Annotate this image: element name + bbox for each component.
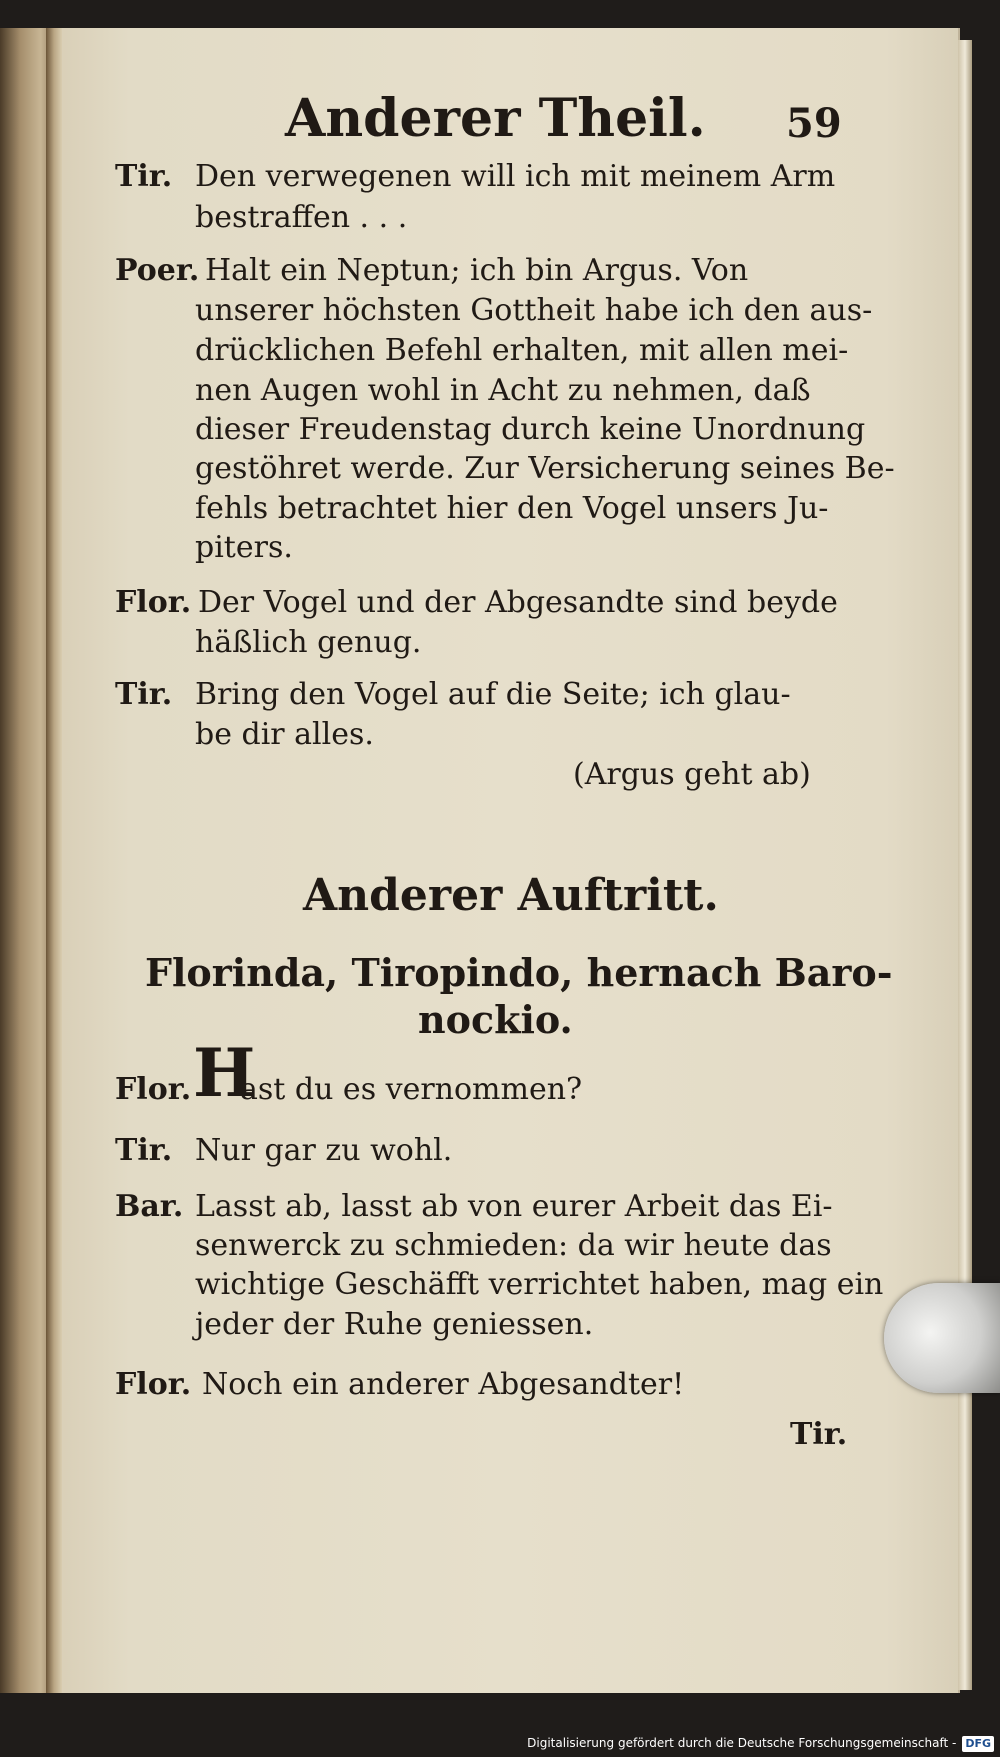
scene-characters: Florinda, Tiropindo, hernach Baro- xyxy=(145,950,893,995)
running-head: Anderer Theil. xyxy=(285,88,706,149)
footer-text: Digitalisierung gefördert durch die Deutsche Forschungsgemeinschaft - xyxy=(527,1736,957,1750)
digitization-footer xyxy=(0,1729,1000,1757)
speaker-label: Flor. xyxy=(115,1367,192,1402)
dialogue-line: Den verwegenen will ich mit meinem Arm xyxy=(195,159,836,194)
dialogue-line: wichtige Geschäfft verrichtet haben, mag ein xyxy=(195,1267,884,1302)
dialogue-line: piters. xyxy=(195,530,293,565)
dialogue-line: Noch ein anderer Abgesandter! xyxy=(202,1367,685,1402)
speaker-label: Poer. xyxy=(115,253,200,288)
book-gutter xyxy=(46,28,62,1693)
speaker-label: Flor. xyxy=(115,1072,192,1107)
dialogue-line: drücklichen Befehl erhalten, mit allen mei- xyxy=(195,333,849,368)
dialogue-line: Der Vogel und der Abgesandte sind beyde xyxy=(198,585,838,620)
dialogue-line: häßlich genug. xyxy=(195,625,422,660)
page-clip-holder xyxy=(884,1283,1000,1393)
dialogue-line: jeder der Ruhe geniessen. xyxy=(195,1307,594,1342)
speaker-label: Tir. xyxy=(115,1133,173,1168)
dialogue-line: Bring den Vogel auf die Seite; ich glau- xyxy=(195,677,791,712)
dialogue-line: nen Augen wohl in Acht zu nehmen, daß xyxy=(195,373,811,408)
drop-initial: H xyxy=(193,1034,256,1112)
speaker-label: Tir. xyxy=(115,159,173,194)
dialogue-line: be dir alles. xyxy=(195,717,374,752)
speaker-label: Tir. xyxy=(115,677,173,712)
scene-title: Anderer Auftritt. xyxy=(303,870,719,921)
dialogue-line: ast du es vernommen? xyxy=(240,1072,583,1107)
scene-characters-continued: nockio. xyxy=(418,997,573,1042)
dialogue-line: senwerck zu schmieden: da wir heute das xyxy=(195,1228,832,1263)
page-edge-stack xyxy=(958,40,972,1690)
catchword: Tir. xyxy=(790,1417,848,1452)
page-number: 59 xyxy=(786,100,842,147)
dialogue-line: gestöhret werde. Zur Versicherung seines Be- xyxy=(195,451,895,486)
dialogue-line: Nur gar zu wohl. xyxy=(195,1133,453,1168)
speaker-label: Bar. xyxy=(115,1189,184,1224)
dialogue-line: dieser Freudenstag durch keine Unordnung xyxy=(195,412,866,447)
dialogue-line: Lasst ab, lasst ab von eurer Arbeit das Ei- xyxy=(195,1189,833,1224)
dialogue-line: bestraffen . . . xyxy=(195,200,408,235)
speaker-label: Flor. xyxy=(115,585,192,620)
dialogue-line: unserer höchsten Gottheit habe ich den aus- xyxy=(195,293,873,328)
dialogue-line: Halt ein Neptun; ich bin Argus. Von xyxy=(205,253,749,288)
stage-direction: (Argus geht ab) xyxy=(573,757,811,792)
dfg-logo-icon: DFG xyxy=(962,1736,994,1752)
dialogue-line: fehls betrachtet hier den Vogel unsers Ju- xyxy=(195,491,829,526)
